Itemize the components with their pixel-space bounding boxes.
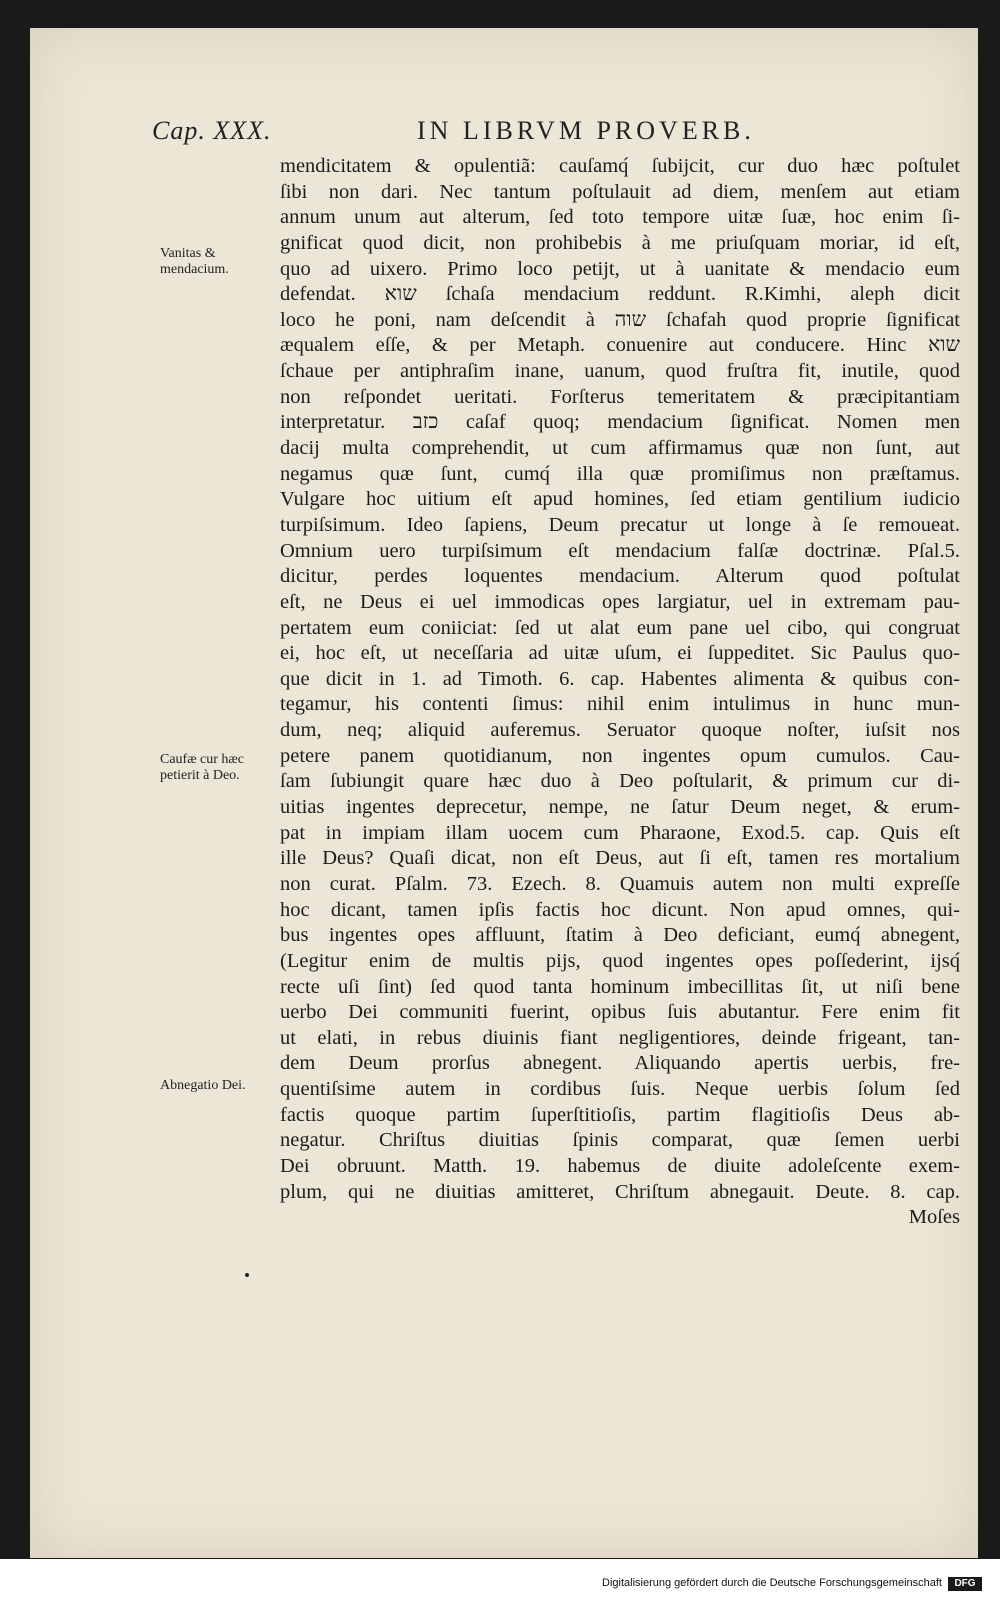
text-line: ille Deus? Quaſi dicat, non eſt Deus, aut ſi eſt, tamen res mortalium: [280, 847, 960, 870]
text-line: quo ad uixero. Primo loco petijt, ut à uanitate & mendacio eum: [280, 257, 960, 280]
text-line: dicitur, perdes loquentes mendacium. Alterum quod poſtulat: [280, 565, 960, 588]
text-line: Vulgare hoc uitium eſt apud homines, ſed etiam gentilium iudicio: [280, 488, 960, 511]
margin-note-causae: Caufæ cur hæc petierit à Deo.: [160, 752, 244, 783]
text-line: non curat. Pſalm. 73. Ezech. 8. Quamuis autem non multi expreſſe: [280, 872, 960, 895]
book-title: IN LIBRVM PROVERB.: [417, 116, 755, 145]
text-line: plum, qui ne diuitias amitteret, Chriſtum abnegauit. Deute. 8. cap.: [280, 1180, 960, 1203]
text-line: pertatem eum coniiciat: ſed ut alat eum pane uel cibo, qui congruat: [280, 616, 960, 639]
text-line: turpiſsimum. Ideo ſapiens, Deum precatur ut longe à ſe remoueat.: [280, 513, 960, 536]
text-line: ei, hoc eſt, ut neceſſaria ad uitæ uſum, ei ſuppeditet. Sic Paulus quo-: [280, 642, 960, 665]
text-line: ſibi non dari. Nec tantum poſtulauit ad diem, menſem aut etiam: [280, 180, 960, 203]
text-line: loco he poni, nam deſcendit à שוה ſchafah quod proprie ſignificat: [280, 308, 960, 331]
margin-dot: [245, 1273, 249, 1277]
text-line: mendicitatem & opulentiã: cauſamq́ ſubijcit, cur duo hæc poſtulet: [280, 155, 960, 177]
text-line: uitias ingentes deprecetur, nempe, ne ſatur Deum neget, & erum-: [280, 796, 960, 819]
margin-note-vanitas: Vanitas & mendacium.: [160, 246, 229, 277]
chapter-label: Cap. XXX.: [152, 116, 272, 145]
text-line: tegamur, his contenti ſimus: nihil enim intulimus in hunc mun-: [280, 693, 960, 716]
text-line: negatur. Chriſtus diuitias ſpinis comparat, quæ ſemen uerbi: [280, 1129, 960, 1152]
dfg-logo: DFG: [948, 1577, 982, 1591]
footer-credit: Digitalisierung gefördert durch die Deutsche Forschungsgemeinschaft: [602, 1577, 942, 1589]
text-line: dum, neq; aliquid auferemus. Seruator quoque noſter, iuſsit nos: [280, 719, 960, 742]
text-line: quentiſsime autem in cordibus ſuis. Neque uerbis ſolum ſed: [280, 1078, 960, 1101]
text-line: eſt, ne Deus ei uel immodicas opes largiatur, uel in extremam pau-: [280, 590, 960, 613]
text-line: (Legitur enim de multis pijs, quod ingentes opes poſſederint, ijsq́: [280, 949, 960, 972]
text-line: gnificat quod dicit, non prohibebis à me priuſquam moriar, id eſt,: [280, 231, 960, 254]
text-line: dacij multa comprehendit, ut cum affirmamus quæ non ſunt, aut: [280, 437, 960, 460]
text-line: pat in impiam illam uocem cum Pharaone, Exod.5. cap. Quis eſt: [280, 821, 960, 844]
text-line: negamus quæ ſunt, cumq́ illa quæ promiſimus non præſtamus.: [280, 462, 960, 485]
text-line: interpretatur. כזב caſaf quoq; mendacium ſignificat. Nomen men: [280, 411, 960, 434]
text-line: bus ingentes opes affluunt, ſtatim à Deo deficiant, eumq́ abnegent,: [280, 924, 960, 947]
text-line: Omnium uero turpiſsimum eſt mendacium falſæ doctrinæ. Pſal.5.: [280, 539, 960, 562]
text-line: non reſpondet ueritati. Forſterus temeritatem & præcipitantiam: [280, 385, 960, 408]
text-line: ut elati, in rebus diuinis fiant negligentiores, deinde frigeant, tan-: [280, 1026, 960, 1049]
text-line: que dicit in 1. ad Timoth. 6. cap. Habentes alimenta & quibus con-: [280, 667, 960, 690]
text-line: petere panem quotidianum, non ingentes opum cumulos. Cau-: [280, 744, 960, 767]
text-line: ſam ſubiungit quare hæc duo à Deo poſtularit, & primum cur di-: [280, 770, 960, 793]
text-line: annum unum aut alterum, ſed toto tempore uitæ ſuæ, hoc enim ſi-: [280, 206, 960, 229]
text-line: recte uſi ſint) ſed quod tanta hominum imbecillitas ſit, ut niſi bene: [280, 975, 960, 998]
text-line: Moſes: [908, 1206, 960, 1229]
text-line: ſchaue per antiphraſim inane, uanum, quod fruſtra fit, inutile, quod: [280, 360, 960, 383]
footer-bar: [0, 1559, 1000, 1599]
text-line: defendat. שוא ſchaſa mendacium reddunt. R.Kimhi, aleph dicit: [280, 283, 960, 306]
text-line: hoc dicant, tamen ipſis factis hoc dicunt. Non apud omnes, qui-: [280, 898, 960, 921]
text-line: æqualem eſſe, & per Metaph. conuenire aut conducere. Hinc שוא: [280, 334, 960, 357]
running-head: [152, 116, 948, 150]
text-line: dem Deum prorſus abnegent. Aliquando apertis uerbis, fre-: [280, 1052, 960, 1075]
text-line: uerbo Dei communiti fuerint, opibus ſuis abutantur. Fere enim fit: [280, 1001, 960, 1024]
text-line: Dei obruunt. Matth. 19. habemus de diuite adoleſcente exem-: [280, 1154, 960, 1177]
body-text: [280, 154, 960, 1231]
text-line: factis quoque partim ſuperſtitioſis, partim flagitioſis Deus ab-: [280, 1103, 960, 1126]
margin-note-abnegatio: Abnegatio Dei.: [160, 1078, 246, 1093]
book-page: [30, 28, 978, 1558]
